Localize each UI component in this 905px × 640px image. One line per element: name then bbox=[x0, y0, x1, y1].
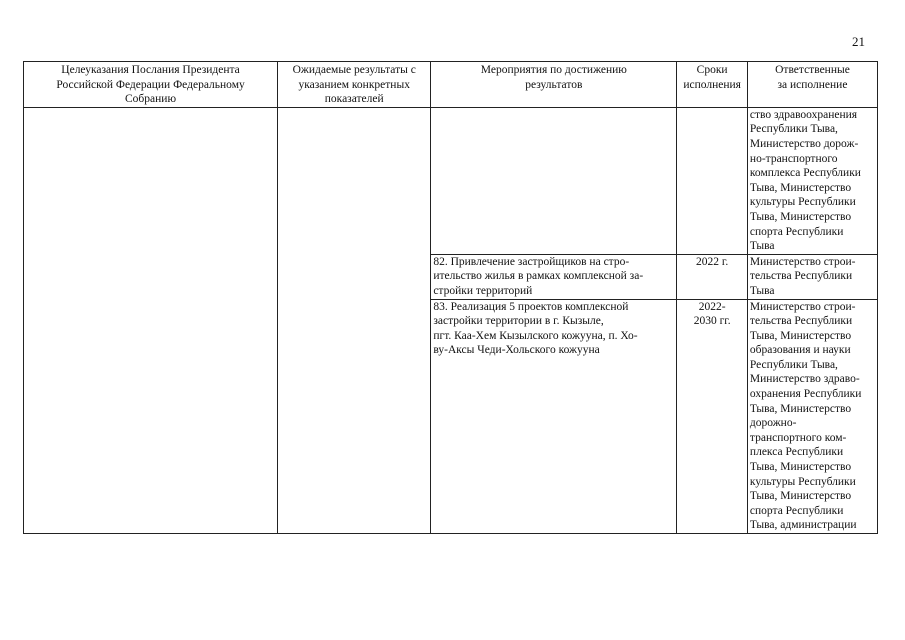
table-header-row bbox=[24, 62, 878, 108]
deadline-cell bbox=[677, 107, 748, 254]
responsible-cell: ство здравоохранения Республики Тыва, Министерство дорож- но-транспортного комплекса Республики Тыва, Министерство культуры Республики Тыва, Министерство спорта Республики Тыва bbox=[747, 107, 877, 254]
goal-cell bbox=[24, 107, 278, 533]
header-responsible: Ответственные за исполнение bbox=[747, 62, 877, 108]
header-goal: Целеуказания Послания Президента Российской Федерации Федеральному Собранию bbox=[24, 62, 278, 108]
measure-cell: 83. Реализация 5 проектов комплексной застройки территории в г. Кызыле, пгт. Каа-Хем Кызылского кожууна, п. Хо- ву-Аксы Чеди-Хольского кожууна bbox=[431, 299, 677, 534]
header-deadlines: Сроки исполнения bbox=[677, 62, 748, 108]
header-results: Ожидаемые результаты с указанием конкретных показателей bbox=[278, 62, 431, 108]
responsible-cell: Министерство строи- тельства Республики Тыва, Министерство образования и науки Республики Тыва, Министерство здраво- охранения Республики Тыва, Министерство дорожно- транспортного ком- плекса Республики Тыва, Министерство культуры Республики Тыва, Министерство спорта Республики Тыва, администрации bbox=[747, 299, 877, 534]
table-row bbox=[24, 107, 878, 254]
measure-cell bbox=[431, 107, 677, 254]
measures-table bbox=[23, 61, 878, 534]
header-measures: Мероприятия по достижению результатов bbox=[431, 62, 677, 108]
responsible-cell: Министерство строи- тельства Республики Тыва bbox=[747, 254, 877, 299]
results-cell bbox=[278, 107, 431, 533]
measure-cell: 82. Привлечение застройщиков на стро- ительство жилья в рамках комплексной за- стройки территорий bbox=[431, 254, 677, 299]
page-number: 21 bbox=[852, 34, 865, 49]
deadline-cell: 2022 г. bbox=[677, 254, 748, 299]
deadline-cell: 2022- 2030 гг. bbox=[677, 299, 748, 534]
